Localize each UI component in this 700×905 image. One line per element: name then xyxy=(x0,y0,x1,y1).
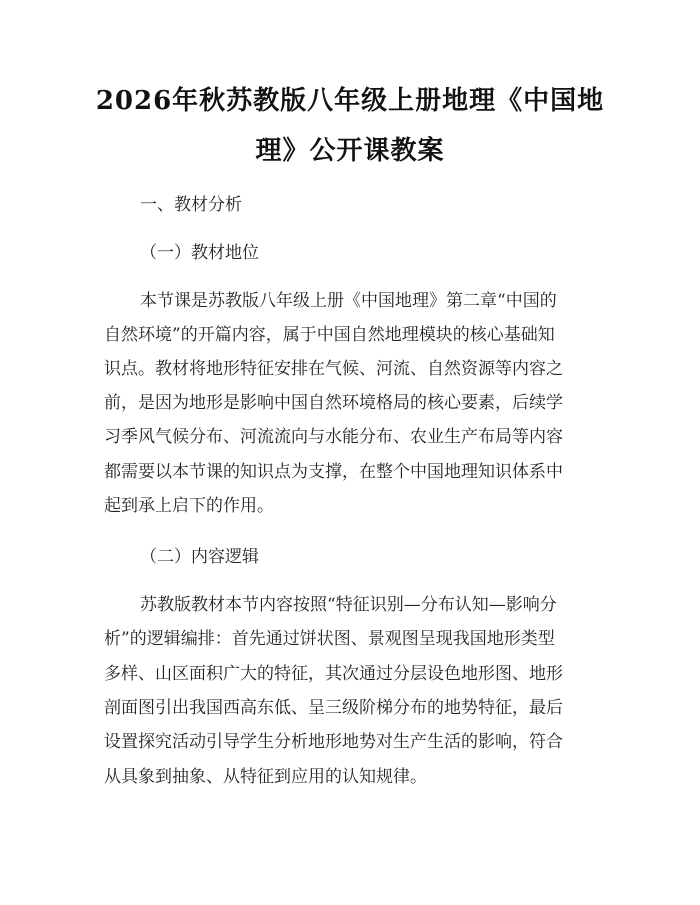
paragraph-line: 剖面图引出我国西高东低、呈三级阶梯分布的地势特征，最后 xyxy=(104,698,563,718)
paragraph-line: 多样、山区面积广大的特征，其次通过分层设色地形图、地形 xyxy=(104,664,563,684)
paragraph-line: 析”的逻辑编排：首先通过饼状图、景观图呈现我国地形类型 xyxy=(104,629,555,649)
paragraph-line: 前，是因为地形是影响中国自然环境格局的核心要素，后续学 xyxy=(104,393,563,413)
paragraph-line: 本节课是苏教版八年级上册《中国地理》第二章“中国的 xyxy=(140,291,557,311)
paragraph-line: 自然环境”的开篇内容，属于中国自然地理模块的核心基础知 xyxy=(104,325,555,345)
paragraph-line: 起到承上启下的作用。 xyxy=(104,496,274,516)
paragraph-line: 识点。教材将地形特征安排在气候、河流、自然资源等内容之 xyxy=(104,359,563,379)
document-title-line-2: 理》公开课教案 xyxy=(255,136,445,166)
paragraph-line: 习季风气候分布、河流流向与水能分布、农业生产布局等内容 xyxy=(104,427,563,447)
paragraph-line: 设置探究活动引导学生分析地形地势对生产生活的影响，符合 xyxy=(104,732,563,752)
paragraph-line: 从具象到抽象、从特征到应用的认知规律。 xyxy=(104,767,427,787)
paragraph-line: 苏教版教材本节内容按照“特征识别—分布认知—影响分 xyxy=(140,595,557,615)
subsection-heading-content-logic: （二）内容逻辑 xyxy=(140,547,259,567)
section-heading-textbook-analysis: 一、教材分析 xyxy=(140,195,242,215)
paragraph-line: 都需要以本节课的知识点为支撑，在整个中国地理知识体系中 xyxy=(104,462,563,482)
document-title-line-1: 2026年秋苏教版八年级上册地理《中国地 xyxy=(95,86,605,116)
subsection-heading-textbook-position: （一）教材地位 xyxy=(140,243,259,263)
